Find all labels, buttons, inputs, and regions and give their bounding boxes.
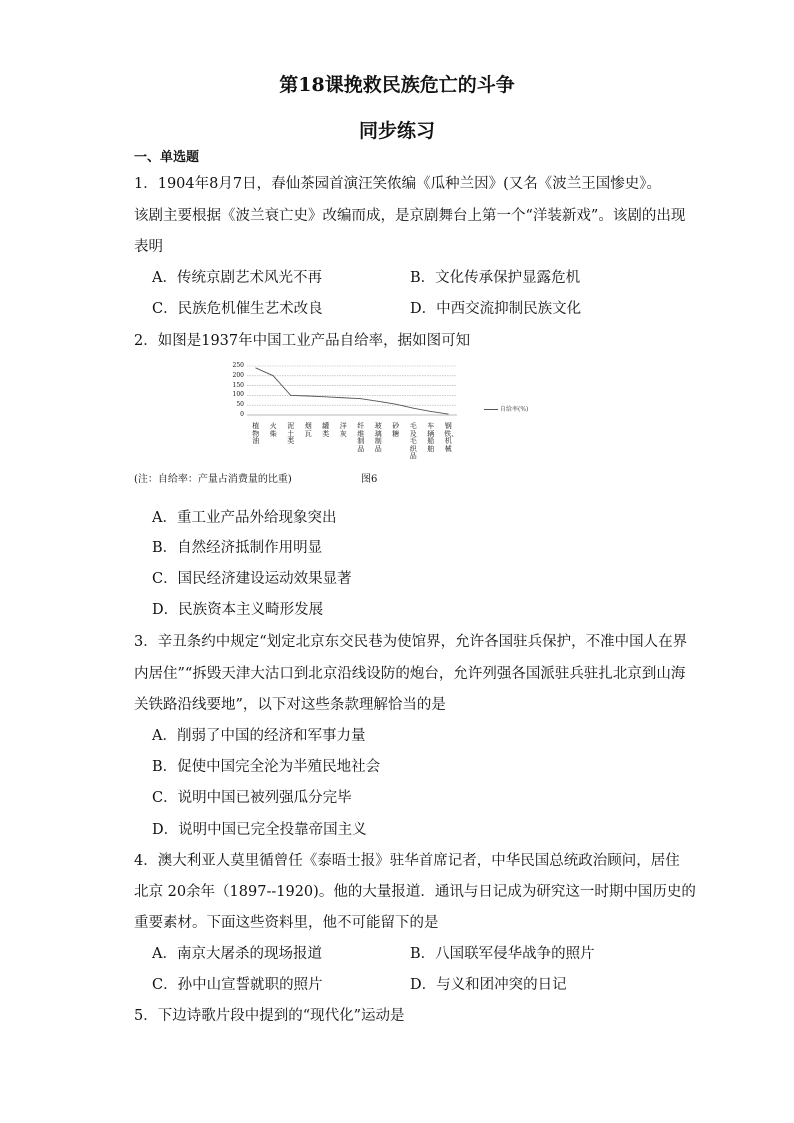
y-tick-label: 250 xyxy=(232,362,244,369)
x-tick-label: 植物油 xyxy=(252,422,260,445)
q3-option-a[interactable]: A．削弱了中国的经济和军事力量 xyxy=(152,728,366,744)
q3-stem-line: 关铁路沿线要地”，以下对这些条款理解恰当的是 xyxy=(134,697,446,713)
self-sufficiency-chart xyxy=(225,360,460,420)
doc-title: 第18课挽救民族危亡的斗争 xyxy=(279,74,515,96)
legend-line-icon xyxy=(484,409,498,410)
q4-option-a[interactable]: A．南京大屠杀的现场报道 xyxy=(152,946,322,962)
data-point xyxy=(255,368,256,369)
q3-option-c[interactable]: C．说明中国已被列强瓜分完毕 xyxy=(152,790,352,806)
data-point xyxy=(325,396,326,397)
y-tick-label: 0 xyxy=(240,411,244,418)
q1-option-d[interactable]: D．中西交流抑制民族文化 xyxy=(410,301,582,317)
y-tick-label: 100 xyxy=(232,391,244,399)
figure-caption: 图6 xyxy=(361,474,378,485)
data-point xyxy=(290,395,291,396)
x-tick-label: 钢铁、机械 xyxy=(444,422,459,453)
q4-stem-line: 重要素材。下面这些资料里，他不可能留下的是 xyxy=(134,915,439,931)
q3-stem-line: 3．辛丑条约中规定“划定北京东交民巷为使馆界，允许各国驻兵保护，不准中国人在界 xyxy=(134,634,688,650)
series-line xyxy=(256,368,449,414)
q1-stem-line: 该剧主要根据《波兰衰亡史》改编而成，是京剧舞台上第一个“洋装新戏”。该剧的出现 xyxy=(134,208,686,224)
data-point xyxy=(273,375,274,376)
chart-legend xyxy=(484,404,528,413)
data-point xyxy=(448,414,449,415)
q1-stem-line: 表明 xyxy=(134,239,163,255)
x-tick-label: 砂糖 xyxy=(392,422,400,438)
q4-option-d[interactable]: D．与义和团冲突的日记 xyxy=(410,977,567,993)
y-tick-label: 150 xyxy=(232,381,244,389)
q2-option-b[interactable]: B．自然经济抵制作用明显 xyxy=(152,540,323,556)
q4-stem-line: 4．澳大利亚人莫里循曾任《泰晤士报》驻华首席记者，中华民国总统政治顾问，居住 xyxy=(134,853,680,869)
q3-stem-line: 内居住”“拆毁天津大沽口到北京沿线设防的炮台，允许列强各国派驻兵驻扎北京到山海 xyxy=(134,666,686,682)
q4-stem-line: 北京 20余年（1897--1920)。他的大量报道．通讯与日记成为研究这一时期中国历史的 xyxy=(134,884,696,900)
data-point xyxy=(378,401,379,402)
x-tick-label: 泥土类 xyxy=(287,422,295,445)
q5-stem-line: 5．下边诗歌片段中提到的“现代化”运动是 xyxy=(134,1008,405,1024)
data-point xyxy=(343,397,344,398)
x-tick-label: 烟瓦 xyxy=(304,422,312,438)
q2-option-a[interactable]: A．重工业产品外给现象突出 xyxy=(152,510,337,526)
data-point xyxy=(430,411,431,412)
q2-option-d[interactable]: D．民族资本主义畸形发展 xyxy=(152,602,324,618)
y-tick-label: 50 xyxy=(236,401,244,409)
y-tick-label: 200 xyxy=(232,371,244,379)
x-tick-label: 车辆船舶 xyxy=(427,422,435,453)
x-tick-label: 毛及毛织品 xyxy=(409,422,417,460)
q3-option-d[interactable]: D．说明中国已完全投靠帝国主义 xyxy=(152,822,367,838)
q2-stem-line: 2．如图是1937年中国工业产品自给率，据如图可知 xyxy=(134,333,471,349)
x-tick-label: 罐类 xyxy=(322,422,330,438)
x-tick-label: 玻璃制品 xyxy=(374,422,382,453)
data-point xyxy=(395,404,396,405)
legend-label: 自给率(%) xyxy=(500,406,529,413)
x-tick-label: 洋灰 xyxy=(339,422,347,438)
data-point xyxy=(413,408,414,409)
data-point xyxy=(360,398,361,399)
q4-option-c[interactable]: C．孙中山宣誓就职的照片 xyxy=(152,977,323,993)
q2-option-c[interactable]: C．国民经济建设运动效果显著 xyxy=(152,571,352,587)
section-heading: 一、单选题 xyxy=(134,150,200,165)
x-tick-label: 火柴 xyxy=(269,422,277,438)
doc-subtitle: 同步练习 xyxy=(358,120,435,142)
q1-option-c[interactable]: C．民族危机催生艺术改良 xyxy=(152,301,323,317)
data-point xyxy=(308,396,309,397)
q1-option-b[interactable]: B．文化传承保护显露危机 xyxy=(410,270,581,286)
q4-option-b[interactable]: B．八国联军侵华战争的照片 xyxy=(410,946,595,962)
q1-option-a[interactable]: A．传统京剧艺术风光不再 xyxy=(152,270,322,286)
q3-option-b[interactable]: B．促使中国完全沦为半殖民地社会 xyxy=(152,759,381,775)
q1-stem-line: 1．1904年8月7日，春仙茶园首演汪笑侬编《瓜种兰因》(又名《波兰王国惨史》。 xyxy=(134,176,661,192)
x-tick-label: 纤维制品 xyxy=(357,422,365,453)
figure-note: (注：自给率：产量占消费量的比重) xyxy=(134,474,292,485)
